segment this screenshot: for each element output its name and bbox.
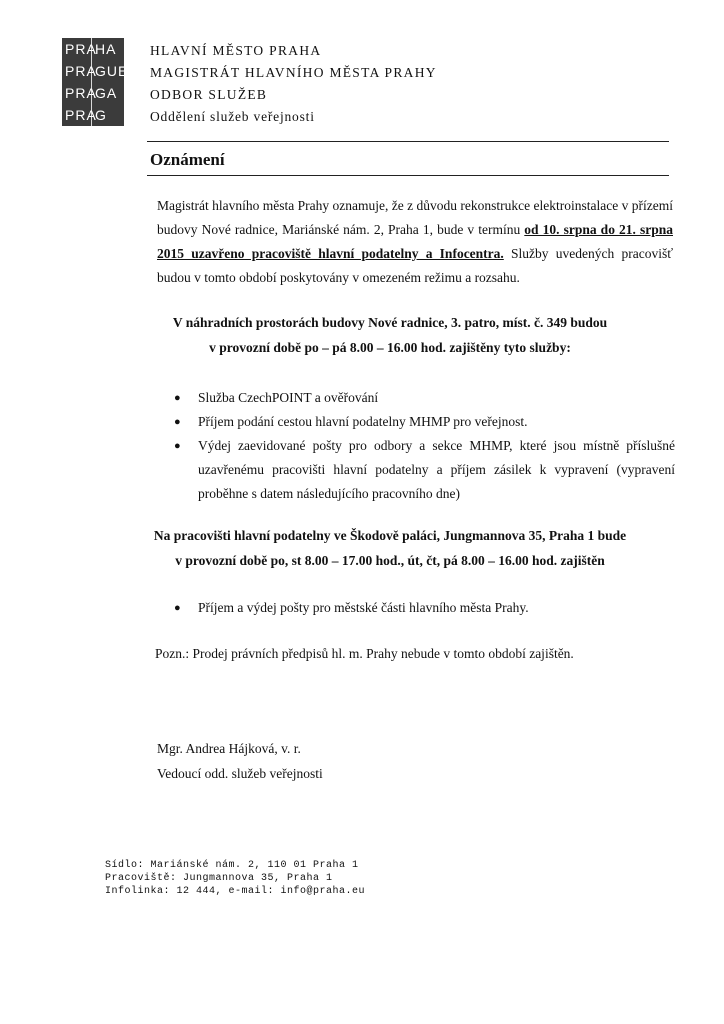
list-item: [170, 386, 675, 410]
section1-heading-line1: V náhradních prostorách budovy Nové radnice, 3. patro, míst. č. 349 budou: [172, 315, 608, 330]
logo-text: PRA: [65, 63, 97, 79]
list-item-text: Služba CzechPOINT a ověřování: [198, 390, 379, 405]
intro-text-end: Služby uvedených pracovišť budou v tomto období poskytovány v omezeném režimu a rozsahu.: [157, 246, 673, 285]
bullet-icon: ●: [174, 440, 181, 452]
section2-list: [170, 596, 675, 620]
header-division: Oddělení služeb veřejnosti: [150, 109, 315, 124]
footer-address: Sídlo: Mariánské nám. 2, 110 01 Praha 1: [105, 860, 359, 871]
title-divider: [147, 175, 669, 176]
bullet-icon: ●: [174, 392, 181, 404]
intro-paragraph: [157, 194, 673, 290]
list-item: [170, 410, 675, 434]
footer-workplace: Pracoviště: Jungmannova 35, Praha 1: [105, 873, 333, 884]
logo-text: PRA: [65, 41, 97, 57]
note: Pozn.: Prodej právních předpisů hl. m. Prahy nebude v tomto období zajištěn.: [155, 646, 574, 661]
section2-heading-line2: v provozní době po, st 8.00 – 17.00 hod., út, čt, pá 8.00 – 16.00 hod. zajištěn: [175, 553, 605, 568]
prague-logo: [62, 38, 129, 126]
list-item-text: Příjem podání cestou hlavní podatelny MHMP pro veřejnost.: [198, 414, 528, 429]
bullet-icon: ●: [174, 602, 181, 614]
list-item: [170, 596, 675, 620]
header-magistrate: MAGISTRÁT HLAVNÍHO MĚSTA PRAHY: [150, 65, 437, 80]
logo-text: GUE: [95, 63, 129, 79]
logo-text: HA: [95, 41, 117, 57]
logo-text: PRA: [65, 107, 97, 123]
list-item: [170, 434, 675, 506]
intro-text: Magistrát hlavního města Prahy oznamuje, že z důvodu rekonstrukce elektroinstalace v přízemí budovy Nové radnice, Mariánské nám. 2, Praha 1, bude v termínu: [157, 198, 673, 237]
signature-name: Mgr. Andrea Hájková, v. r.: [157, 741, 301, 756]
logo-text: GA: [95, 85, 118, 101]
logo-text: PRA: [65, 85, 97, 101]
bullet-icon: ●: [174, 416, 181, 428]
closure-dates: od 10. srpna do 21. srpna 2015 uzavřeno pracoviště hlavní podatelny a Infocentra.: [157, 222, 673, 261]
section2-heading-line1: Na pracovišti hlavní podatelny ve Škodově paláci, Jungmannova 35, Praha 1 bude: [153, 528, 627, 543]
list-item-text: Příjem a výdej pošty pro městské části hlavního města Prahy.: [198, 600, 529, 615]
list-item-text: Výdej zaevidované pošty pro odbory a sekce MHMP, které jsou místně příslušné uzavřenému pracovišti hlavní podatelny a příjem zásilek k vypravení (vypravení proběhne s datem následujícího pracovního dne): [198, 438, 675, 501]
footer-contact: Infolinka: 12 444, e-mail: info@praha.eu: [105, 886, 366, 897]
section1-list: [170, 386, 675, 506]
header-department: ODBOR SLUŽEB: [150, 87, 268, 102]
page-title: Oznámení: [150, 150, 225, 169]
logo-text: G: [95, 107, 107, 123]
signature-role: Vedoucí odd. služeb veřejnosti: [157, 766, 323, 781]
section1-heading-line2: v provozní době po – pá 8.00 – 16.00 hod. zajištěny tyto služby:: [209, 340, 571, 355]
header-city: HLAVNÍ MĚSTO PRAHA: [150, 43, 322, 58]
top-divider: [147, 141, 669, 142]
